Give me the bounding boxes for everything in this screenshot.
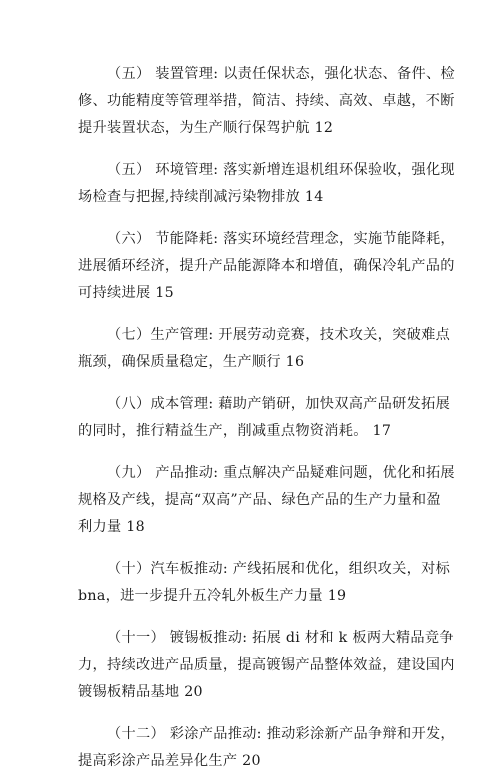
entry-line: 场检查与把握,持续削减污染物排放 14 bbox=[78, 189, 324, 205]
entry-line: 的同时，推行精益生产，削减重点物资消耗。 17 bbox=[78, 423, 392, 439]
toc-entry-2 bbox=[78, 157, 455, 211]
toc-entry-3 bbox=[78, 226, 455, 307]
toc-entry-9 bbox=[78, 721, 455, 775]
entry-line: （十一） 镀锡板推动: 拓展 di 材和 k 板两大精品竞争 bbox=[107, 630, 454, 646]
entry-line: （七）生产管理: 开展劳动竞赛，技术攻关，突破难点 bbox=[107, 327, 451, 343]
entry-line: bna，进一步提升五冷轧外板生产力量 19 bbox=[78, 588, 347, 604]
toc-entry-7 bbox=[78, 556, 451, 610]
entry-line: 提升装置状态，为生产顺行保驾护航 12 bbox=[78, 120, 334, 136]
entry-line: （十二） 彩涂产品推动: 推动彩涂新产品争辩和开发， bbox=[107, 726, 455, 742]
entry-line: （九） 产品推动: 重点解决产品疑难问题，优化和拓展 bbox=[107, 465, 455, 481]
toc-entry-1 bbox=[78, 61, 455, 142]
toc-entry-6 bbox=[78, 460, 455, 541]
entry-line: 力，持续改进产品质量，提高镀锡产品整体效益，建设国内 bbox=[78, 657, 455, 673]
entry-line: 修、功能精度等管理举措，简洁、持续、高效、卓越，不断 bbox=[78, 93, 455, 109]
entry-line: 利力量 18 bbox=[78, 519, 145, 535]
entry-line: （六） 节能降耗: 落实环境经营理念，实施节能降耗， bbox=[107, 231, 455, 247]
entry-line: （五） 装置管理: 以责任保状态，强化状态、备件、检 bbox=[107, 66, 455, 82]
toc-entry-5 bbox=[78, 391, 451, 445]
entry-line: 可持续进展 15 bbox=[78, 285, 174, 301]
entry-line: 进展循环经济，提升产品能源降本和增值，确保冷轧产品的 bbox=[78, 258, 455, 274]
toc-entry-8 bbox=[78, 625, 455, 706]
entry-line: 镀锡板精品基地 20 bbox=[78, 684, 203, 700]
entry-line: （八）成本管理: 藉助产销研，加快双高产品研发拓展 bbox=[107, 396, 451, 412]
entry-line: 瓶颈，确保质量稳定，生产顺行 16 bbox=[78, 354, 305, 370]
entry-line: （五） 环境管理: 落实新增连退机组环保验收，强化现 bbox=[107, 162, 455, 178]
entry-line: （十）汽车板推动: 产线拓展和优化，组织攻关，对标 bbox=[107, 561, 451, 577]
toc-entry-4 bbox=[78, 322, 451, 376]
entry-line: 规格及产线，提高“双高”产品、绿色产品的生产力量和盈 bbox=[78, 492, 441, 508]
entry-line: 提高彩涂产品差异化生产 20 bbox=[78, 753, 261, 769]
